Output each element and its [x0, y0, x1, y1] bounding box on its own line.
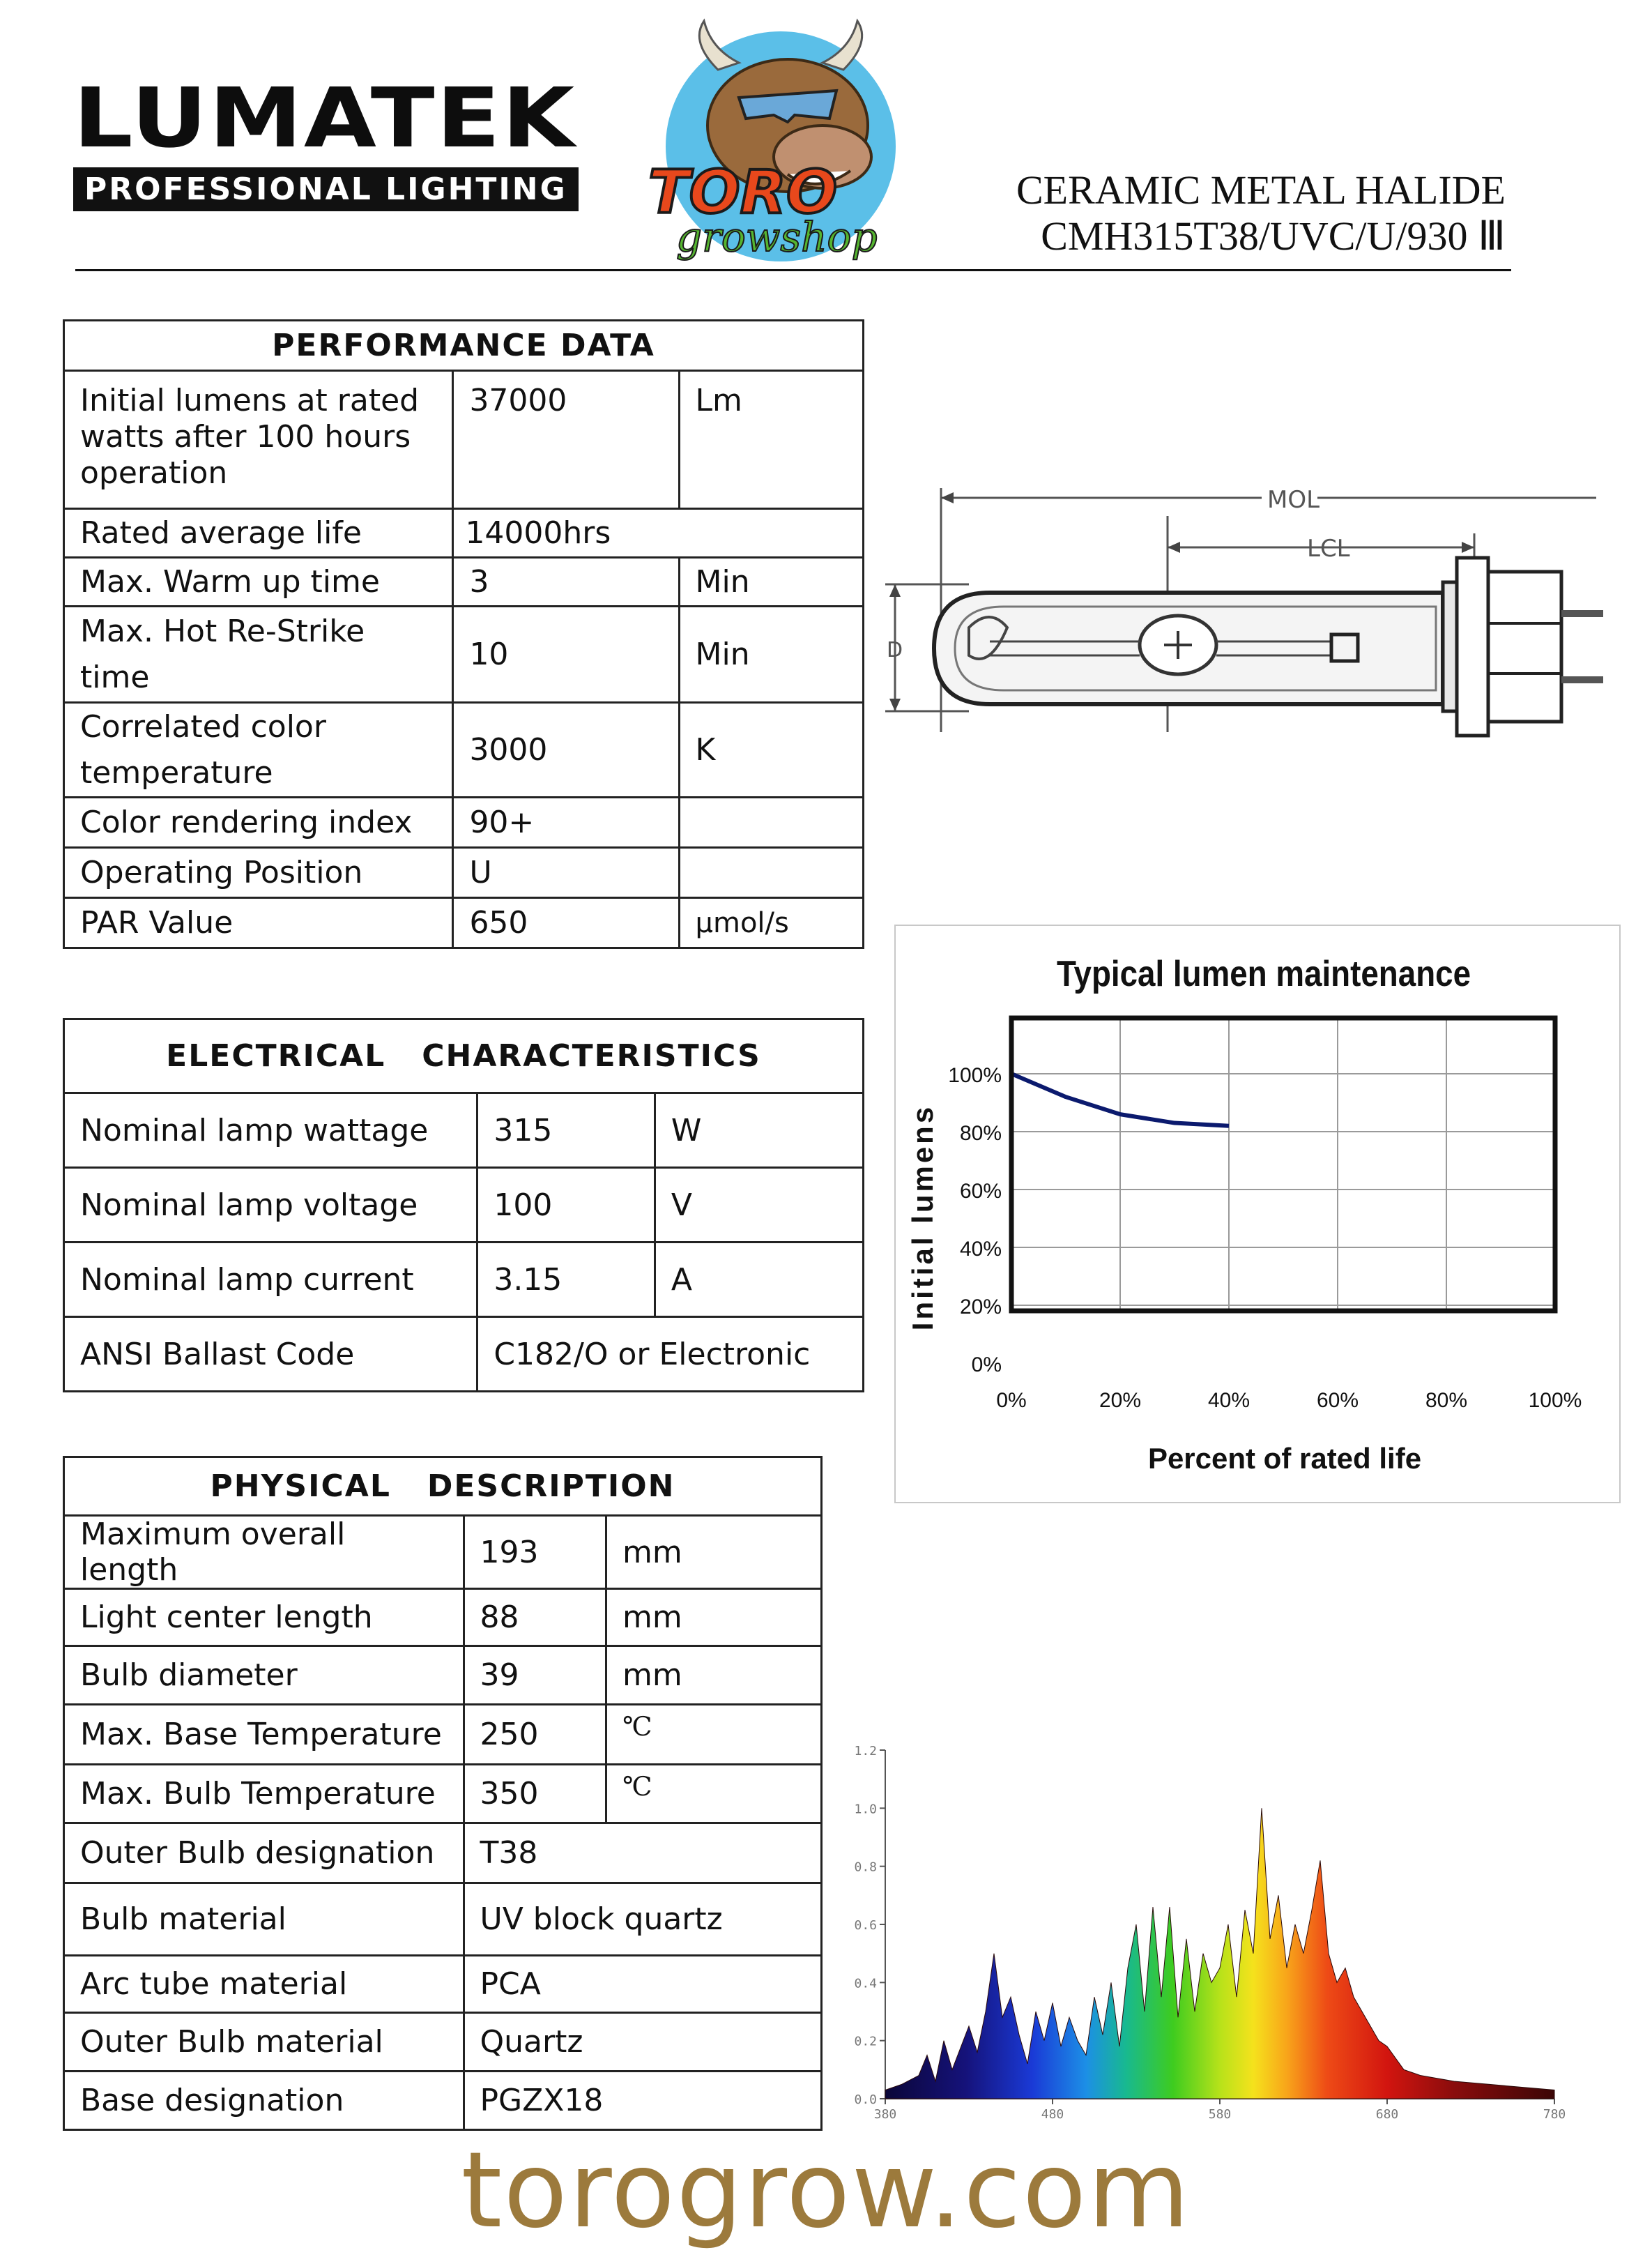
- y-tick-label: 0.8: [854, 1860, 877, 1875]
- row-value: 650: [453, 898, 679, 948]
- mol-label: MOL: [1267, 486, 1320, 514]
- table-row: [64, 1589, 822, 1646]
- plot-border: [1011, 1018, 1555, 1311]
- d-label: D: [887, 638, 903, 662]
- x-tick-label: 20%: [1099, 1389, 1142, 1412]
- electrical-table: [63, 1018, 864, 1392]
- row-unit: Min: [679, 558, 863, 607]
- product-code: CMH315T38/UVC/U/930 Ⅲ: [1041, 213, 1506, 259]
- y-tick-label: 60%: [959, 1180, 1002, 1203]
- spectrum-area: [885, 1808, 1554, 2099]
- row-value: 88: [464, 1589, 606, 1646]
- row-value: T38: [464, 1823, 822, 1883]
- row-label: Correlated color temperature: [64, 703, 453, 798]
- row-unit: mm: [606, 1516, 822, 1589]
- base-flange: [1457, 558, 1488, 736]
- performance-title: PERFORMANCE DATA: [64, 321, 864, 371]
- arrowhead: [1462, 542, 1474, 553]
- x-tick-label: 480: [1041, 2107, 1064, 2122]
- row-value: U: [453, 848, 679, 898]
- row-unit: W: [655, 1093, 863, 1168]
- row-value: UV block quartz: [464, 1883, 822, 1956]
- y-tick-label: 0%: [971, 1353, 1002, 1376]
- row-value: C182/O or Electronic: [477, 1317, 864, 1392]
- x-tick-label: 80%: [1425, 1389, 1468, 1412]
- base-body: [1488, 572, 1561, 722]
- brand-name: LUMATEK: [73, 70, 576, 166]
- row-unit: [679, 798, 863, 848]
- row-label: Light center length: [64, 1589, 464, 1646]
- table-row: [64, 1956, 822, 2013]
- lumatek-logo: [73, 70, 586, 211]
- x-tick-label: 0%: [996, 1389, 1027, 1412]
- row-label: Nominal lamp wattage: [64, 1093, 477, 1168]
- spectral-distribution-chart: [843, 1722, 1568, 2127]
- row-label: Max. Base Temperature: [64, 1705, 464, 1765]
- row-value: PCA: [464, 1956, 822, 2013]
- row-label: Operating Position: [64, 848, 453, 898]
- x-tick-label: 380: [873, 2107, 897, 2122]
- table-row: [64, 371, 864, 509]
- sunglasses-icon: [739, 91, 836, 122]
- table-row: [64, 1646, 822, 1705]
- row-label: Outer Bulb material: [64, 2013, 464, 2072]
- lcl-label: LCL: [1307, 535, 1350, 563]
- row-unit: V: [655, 1168, 863, 1243]
- table-row: [64, 1883, 822, 1956]
- y-axis-label: Initial lumens: [906, 1104, 939, 1331]
- row-value: 193: [464, 1516, 606, 1589]
- table-row: [64, 1317, 864, 1392]
- x-tick-label: 60%: [1316, 1389, 1359, 1412]
- growshop-wordmark: growshop: [676, 213, 878, 261]
- toro-wordmark: TORO: [648, 158, 838, 227]
- row-label: Nominal lamp current: [64, 1243, 477, 1317]
- table-row: [64, 798, 864, 848]
- row-unit: μmol/s: [679, 898, 863, 948]
- y-tick-label: 1.0: [854, 1802, 877, 1817]
- row-value: PGZX18: [464, 2072, 822, 2130]
- row-value: 3: [453, 558, 679, 607]
- y-tick-label: 0.6: [854, 1918, 877, 1933]
- table-row: [64, 607, 864, 703]
- table-row: [64, 1516, 822, 1589]
- arrowhead: [941, 492, 954, 503]
- product-title: [1004, 167, 1506, 259]
- table-row: [64, 2072, 822, 2130]
- row-unit: mm: [606, 1589, 822, 1646]
- row-label: Base designation: [64, 2072, 464, 2130]
- lumen-maintenance-chart: [894, 925, 1619, 1503]
- website-url: torogrow.com: [461, 2130, 1191, 2251]
- physical-title: PHYSICAL DESCRIPTION: [64, 1457, 822, 1516]
- toro-growshop-logo: [627, 14, 934, 265]
- y-tick-label: 100%: [948, 1064, 1002, 1087]
- table-row: [64, 1093, 864, 1168]
- arrowhead: [1168, 542, 1180, 553]
- x-tick-label: 100%: [1528, 1389, 1582, 1412]
- row-label: Bulb diameter: [64, 1646, 464, 1705]
- row-label: Max. Hot Re-Strike time: [64, 607, 453, 703]
- table-row: [64, 2013, 822, 2072]
- row-label: Initial lumens at rated watts after 100 hours operation: [64, 371, 453, 509]
- row-unit: [679, 848, 863, 898]
- row-label: Outer Bulb designation: [64, 1823, 464, 1883]
- row-unit: Lm: [679, 371, 863, 509]
- arrowhead: [889, 584, 901, 597]
- row-value: 37000: [453, 371, 679, 509]
- row-value: Quartz: [464, 2013, 822, 2072]
- chart-title: Typical lumen maintenance: [1056, 954, 1471, 994]
- y-tick-label: 20%: [959, 1295, 1002, 1319]
- row-label: Rated average life: [64, 509, 453, 558]
- x-tick-label: 580: [1208, 2107, 1232, 2122]
- y-tick-label: 1.2: [854, 1744, 877, 1758]
- table-row: [64, 1705, 822, 1765]
- y-tick-label: 40%: [959, 1238, 1002, 1261]
- header-divider: [75, 269, 1511, 271]
- y-tick-label: 0.0: [854, 2092, 877, 2107]
- row-value: 315: [477, 1093, 655, 1168]
- table-row: [64, 1823, 822, 1883]
- row-value: 3.15: [477, 1243, 655, 1317]
- table-row: [64, 848, 864, 898]
- table-row: [64, 1168, 864, 1243]
- row-value: 100: [477, 1168, 655, 1243]
- row-label: Bulb material: [64, 1883, 464, 1956]
- y-tick-label: 0.4: [854, 1976, 877, 1991]
- table-row: [64, 703, 864, 798]
- row-value: 14000hrs: [453, 509, 864, 558]
- physical-table: [63, 1456, 823, 2131]
- row-unit: A: [655, 1243, 863, 1317]
- row-unit: ℃: [606, 1705, 822, 1765]
- y-tick-label: 0.2: [854, 2034, 877, 2049]
- row-value: 250: [464, 1705, 606, 1765]
- row-label: Max. Warm up time: [64, 558, 453, 607]
- table-row: [64, 509, 864, 558]
- row-unit: ℃: [606, 1765, 822, 1823]
- product-type: CERAMIC METAL HALIDE: [1016, 167, 1506, 213]
- performance-table: [63, 319, 864, 949]
- table-row: [64, 558, 864, 607]
- base-pin: [1561, 676, 1603, 683]
- electrical-title: ELECTRICAL CHARACTERISTICS: [64, 1019, 864, 1093]
- lamp-dimension-drawing: [885, 467, 1603, 760]
- row-label: Nominal lamp voltage: [64, 1168, 477, 1243]
- row-value: 39: [464, 1646, 606, 1705]
- row-label: PAR Value: [64, 898, 453, 948]
- brand-tagline: PROFESSIONAL LIGHTING: [73, 167, 579, 211]
- row-label: Color rendering index: [64, 798, 453, 848]
- x-axis-label: Percent of rated life: [1147, 1442, 1422, 1475]
- row-unit: mm: [606, 1646, 822, 1705]
- row-value: 3000: [453, 703, 679, 798]
- row-value: 90+: [453, 798, 679, 848]
- y-tick-label: 80%: [959, 1122, 1002, 1145]
- row-label: Maximum overall length: [64, 1516, 464, 1589]
- x-tick-label: 680: [1375, 2107, 1399, 2122]
- row-value: 10: [453, 607, 679, 703]
- row-unit: K: [679, 703, 863, 798]
- base-pin: [1561, 610, 1603, 617]
- row-unit: Min: [679, 607, 863, 703]
- row-label: Arc tube material: [64, 1956, 464, 2013]
- arrowhead: [889, 699, 901, 711]
- row-label: Max. Bulb Temperature: [64, 1765, 464, 1823]
- x-tick-label: 780: [1543, 2107, 1566, 2122]
- row-label: ANSI Ballast Code: [64, 1317, 477, 1392]
- row-value: 350: [464, 1765, 606, 1823]
- x-tick-label: 40%: [1207, 1389, 1251, 1412]
- table-row: [64, 1765, 822, 1823]
- table-row: [64, 1243, 864, 1317]
- table-row: [64, 898, 864, 948]
